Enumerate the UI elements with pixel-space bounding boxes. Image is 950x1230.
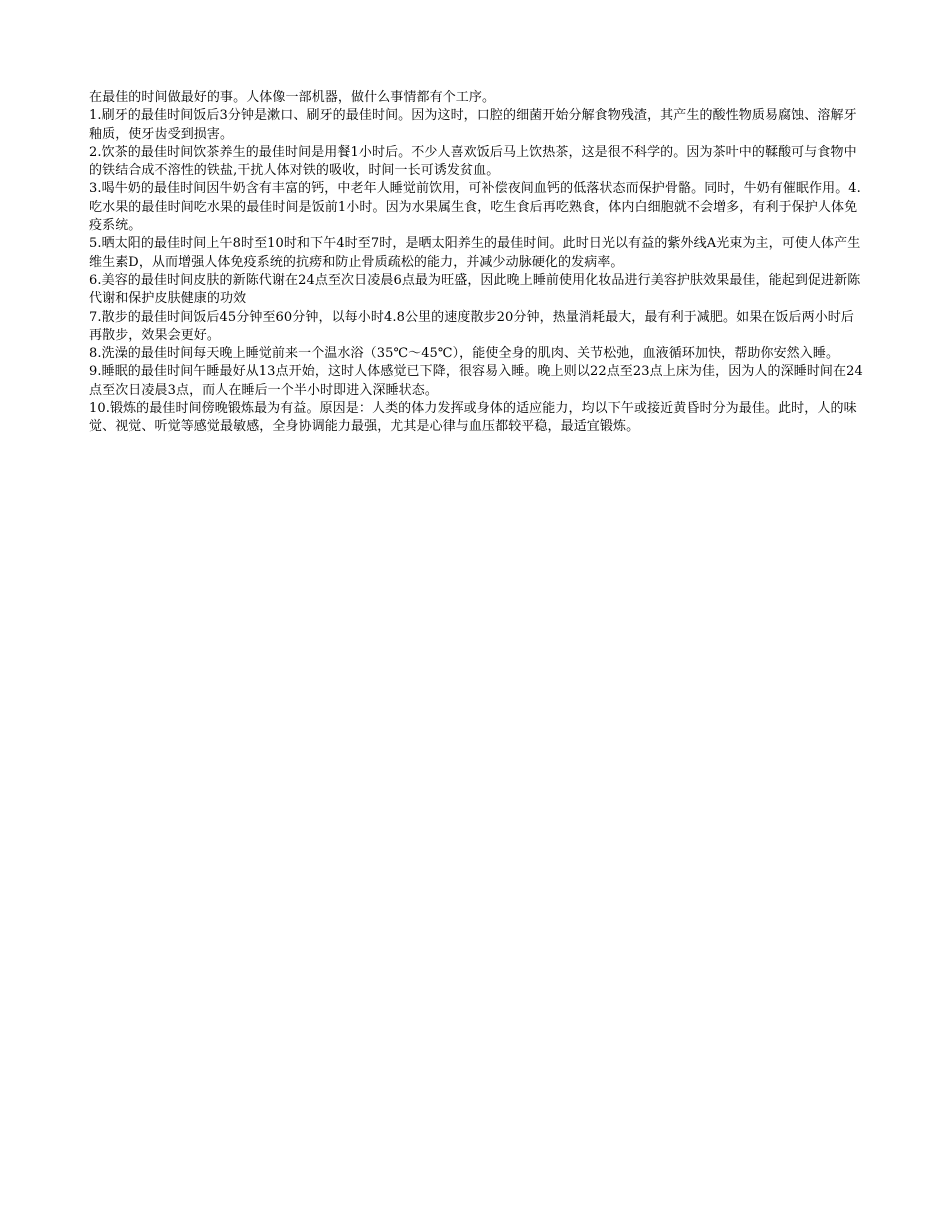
paragraph-brushing-teeth: 1.刷牙的最佳时间饭后3分钟是漱口、刷牙的最佳时间。因为这时，口腔的细菌开始分解食物残渣，其产生的酸性物质易腐蚀、溶解牙釉质，使牙齿受到损害。: [89, 108, 857, 142]
paragraph-drinking-tea: 2.饮茶的最佳时间饮茶养生的最佳时间是用餐1小时后。不少人喜欢饭后马上饮热茶，这是很不科学的。因为茶叶中的鞣酸可与食物中的铁结合成不溶性的铁盐,干扰人体对铁的吸收，时间一长可诱发贫血。: [89, 144, 857, 179]
paragraph-bathing: 8.洗澡的最佳时间每天晚上睡觉前来一个温水浴（35℃～45℃），能使全身的肌肉、关节松弛，血液循环加快，帮助你安然入睡。: [89, 346, 840, 362]
paragraph-exercise: 10.锻炼的最佳时间傍晚锻炼最为有益。原因是：人类的体力发挥或身体的适应能力，均以下午或接近黄昏时分为最佳。此时，人的味觉、视觉、听觉等感觉最敏感，全身协调能力最强，尤其是心律与血压都较平稳，最适宜锻炼。: [89, 401, 857, 435]
paragraph-sleeping: 9.睡眠的最佳时间午睡最好从13点开始，这时人体感觉已下降，很容易入睡。晚上则以22点至23点上床为佳，因为人的深睡时间在24点至次日凌晨3点，而人在睡后一个半小时即进入深睡状态。: [89, 364, 863, 398]
document-body: [89, 89, 863, 437]
intro-paragraph: 在最佳的时间做最好的事。人体像一部机器，做什么事情都有个工序。: [89, 90, 496, 105]
paragraph-milk-and-fruit: 3.喝牛奶的最佳时间因牛奶含有丰富的钙，中老年人睡觉前饮用，可补偿夜间血钙的低落状态而保护骨骼。同时，牛奶有催眠作用。4.吃水果的最佳时间吃水果的最佳时间是饭前1小时。因为水果属生食，吃生食后再吃熟食，体内白细胞就不会增多，有利于保护人体免疫系统。: [89, 181, 861, 234]
paragraph-walking: 7.散步的最佳时间饭后45分钟至60分钟，以每小时4.8公里的速度散步20分钟，热量消耗最大，最有利于减肥。如果在饭后两小时后再散步，效果会更好。: [89, 309, 855, 343]
paragraph-sunbathing: 5.晒太阳的最佳时间上午8时至10时和下午4时至7时，是晒太阳养生的最佳时间。此时日光以有益的紫外线A光束为主，可使人体产生维生素D，从而增强人体免疫系统的抗痨和防止骨质疏松的能力，并减少动脉硬化的发病率。: [89, 236, 861, 270]
paragraph-skincare: 6.美容的最佳时间皮肤的新陈代谢在24点至次日凌晨6点最为旺盛，因此晚上睡前使用化妆品进行美容护肤效果最佳，能起到促进新陈代谢和保护皮肤健康的功效: [89, 272, 861, 307]
